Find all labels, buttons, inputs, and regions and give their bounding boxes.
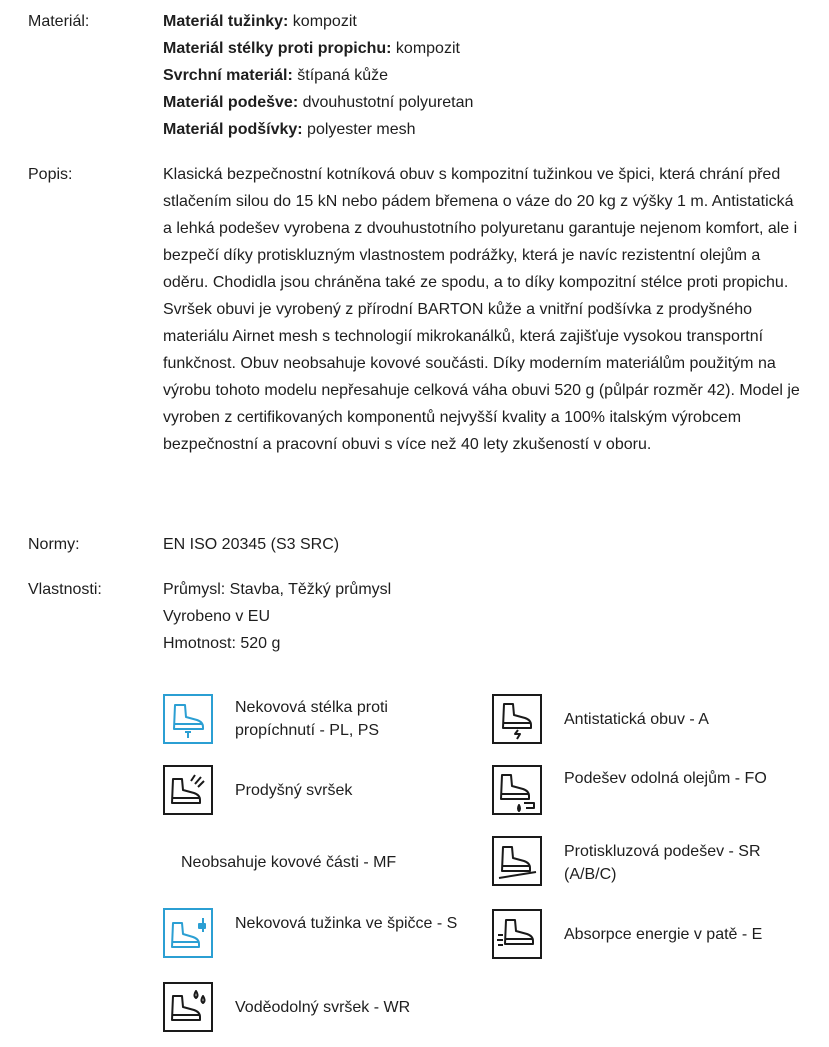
- vlastnosti-label: Vlastnosti:: [28, 581, 102, 598]
- boot-oil-icon: [492, 765, 542, 815]
- feature-text: Antistatická obuv - A: [564, 711, 709, 728]
- feature-text: Voděodolný svršek - WR: [235, 999, 411, 1016]
- material-label: Materiál:: [28, 13, 90, 30]
- vlastnosti-item: Hmotnost: 520 g: [163, 635, 281, 652]
- boot-antistatic-icon: [492, 694, 542, 744]
- vlastnosti-item: Průmysl: Stavba, Těžký průmysl: [163, 581, 392, 598]
- material-item: Materiál stélky proti propichu: kompozit: [163, 40, 460, 57]
- popis-label: Popis:: [28, 166, 73, 183]
- popis-text: Klasická bezpečnostní kotníková obuv s kompozitní tužinkou ve špici, která chrání před stlačením silou do 15 kN nebo pádem břemena o váze do 20 kg z výšky 1 m. Antistatická a lehká podešev vyrobena z dvouhustotního polyuretanu garantuje nejenom komfort, ale i bezpečí díky protiskluzným vlastnostem podrážky, která je navíc rezistentní olejům a oděru. Chodidla jsou chráněna také ze spodu, a to díky kompozitní stélce proti propichu. Svršek obuvi je vyrobený z přírodní BARTON kůže a vnitřní podšívka z prodyšného materiálu Airnet mesh s technologií mikrokanálků, která zajišťuje vysokou transportní funkčnost. Obuv neobsahuje kovové součásti. Díky moderním materiálům použitým na výrobu tohoto modelu nepřesahuje celková váha obuvi 520 g (půlpár rozměr 42). Model je vyroben z certifikovaných komponentů nejvyšší kvality a 100% italským výrobcem bezpečnostní a pracovní obuvi s více než 40 lety zkušeností v oboru.: [163, 166, 800, 453]
- boot-toecap-icon: [163, 908, 213, 958]
- feature-text: Absorpce energie v patě - E: [564, 926, 763, 943]
- normy-value: EN ISO 20345 (S3 SRC): [163, 536, 340, 553]
- boot-waterproof-icon: [163, 982, 213, 1032]
- vlastnosti-item: Vyrobeno v EU: [163, 608, 271, 625]
- boot-breathable-icon: [163, 765, 213, 815]
- boot-slip-icon: [492, 836, 542, 886]
- material-item: Svrchní materiál: štípaná kůže: [163, 67, 388, 84]
- feature-text: Protiskluzová podešev - SR (A/B/C): [564, 843, 761, 883]
- feature-text: Prodyšný svršek: [235, 782, 353, 799]
- boot-heel-icon: [492, 909, 542, 959]
- normy-label: Normy:: [28, 536, 80, 553]
- feature-text: Podešev odolná olejům - FO: [564, 770, 767, 787]
- boot-nail-icon: [163, 694, 213, 744]
- material-list: [163, 8, 803, 143]
- feature-text: Neobsahuje kovové části - MF: [181, 854, 397, 871]
- feature-text: Nekovová stélka proti propíchnutí - PL, PS: [235, 699, 388, 739]
- material-item: Materiál podešve: dvouhustotní polyuretan: [163, 94, 474, 111]
- material-item: Materiál tužinky: kompozit: [163, 13, 357, 30]
- feature-text: Nekovová tužinka ve špičce - S: [235, 915, 458, 932]
- vlastnosti-list: [163, 576, 803, 657]
- material-item: Materiál podšívky: polyester mesh: [163, 121, 416, 138]
